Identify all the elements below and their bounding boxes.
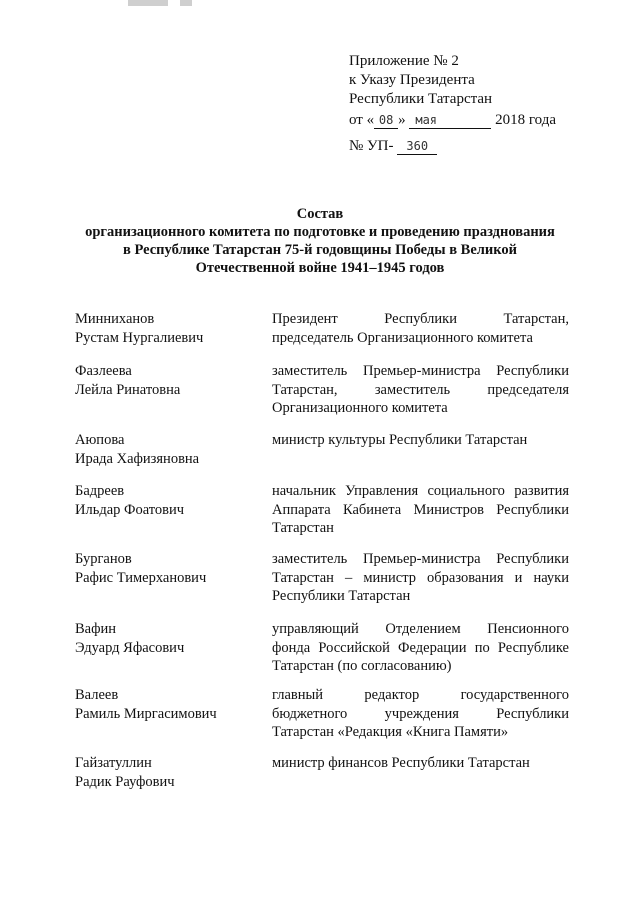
member-name — [75, 550, 265, 587]
date-prefix: от « — [349, 112, 375, 128]
member-post-line: министр культуры Республики Татарстан — [272, 432, 528, 448]
title-line: Отечественной войне 1941–1945 годов — [195, 260, 445, 276]
date-year: 2018 года — [495, 112, 556, 128]
member-name — [75, 686, 265, 723]
member-name — [75, 362, 265, 399]
appendix-republic: Республики Татарстан — [349, 91, 493, 107]
member-given-names: Эдуард Яфасович — [75, 639, 185, 656]
member-post-line: главный редактор государственного — [272, 687, 569, 703]
member-post — [272, 620, 569, 676]
member-post-line: Татарстан «Редакция «Книга Памяти» — [272, 724, 509, 740]
title-line: Состав — [296, 206, 344, 222]
scan-edge-mark — [128, 0, 168, 6]
member-post-line: начальник Управления социального развития — [272, 483, 569, 499]
member-name — [75, 482, 265, 519]
member-surname: Бурганов — [75, 551, 132, 567]
member-given-names: Радик Рауфович — [75, 773, 175, 790]
member-post-line: Татарстан (по согласованию) — [272, 658, 452, 674]
decree-number — [349, 138, 437, 155]
member-post — [272, 686, 569, 742]
appendix-header — [349, 52, 579, 109]
member-post-line: заместитель Премьер-министра Республики — [272, 363, 569, 379]
member-post-line: управляющий Отделением Пенсионного — [272, 621, 569, 637]
scan-edge-mark — [180, 0, 192, 6]
title-line: в Республике Татарстан 75-й годовщины Победы в Великой — [122, 242, 518, 258]
member-surname: Вафин — [75, 621, 117, 637]
member-surname: Валеев — [75, 687, 119, 703]
member-surname: Минниханов — [75, 311, 155, 327]
member-post-line: Татарстан – министр образования и науки — [272, 569, 569, 586]
member-post — [272, 754, 569, 773]
member-post-line: Татарстан — [272, 520, 334, 536]
member-given-names: Рамиль Миргасимович — [75, 705, 217, 722]
member-post-line: заместитель Премьер-министра Республики — [272, 551, 569, 567]
member-post — [272, 482, 569, 538]
member-name — [75, 754, 265, 791]
appendix-decree-ref: к Указу Президента — [349, 72, 475, 88]
member-name — [75, 431, 265, 468]
member-surname: Бадреев — [75, 483, 125, 499]
member-post-line: фонда Российской Федерации по Республике — [272, 639, 569, 656]
member-post-line: Организационного комитета — [272, 400, 448, 416]
member-name — [75, 310, 265, 347]
member-post-line: бюджетного учреждения Республики — [272, 705, 569, 722]
member-given-names: Ирада Хафизяновна — [75, 450, 200, 467]
member-post-line: Республики Татарстан — [272, 588, 411, 604]
date-day: 08 — [374, 113, 398, 129]
member-given-names: Лейла Ринатовна — [75, 381, 181, 398]
appendix-number: Приложение № 2 — [349, 53, 459, 69]
member-post-line: Президент Республики Татарстан, — [272, 311, 569, 327]
member-name — [75, 620, 265, 657]
member-post — [272, 310, 569, 347]
member-given-names: Ильдар Фоатович — [75, 501, 185, 518]
member-post — [272, 550, 569, 606]
member-surname: Аюпова — [75, 432, 125, 448]
date-month: мая — [409, 113, 491, 129]
number-value: 360 — [397, 139, 437, 155]
decree-date — [349, 112, 556, 129]
member-surname: Фазлеева — [75, 363, 132, 379]
member-post — [272, 431, 569, 450]
number-prefix: № УП- — [349, 138, 394, 154]
title-line: организационного комитета по подготовке и проведению празднования — [85, 224, 555, 240]
member-given-names: Рафис Тимерханович — [75, 569, 207, 586]
member-post — [272, 362, 569, 418]
member-post-line: председатель Организационного комитета — [272, 329, 533, 346]
member-post-line: министр финансов Республики Татарстан — [272, 755, 530, 771]
document-title — [70, 205, 570, 277]
member-given-names: Рустам Нургалиевич — [75, 329, 204, 346]
member-post-line: Татарстан, заместитель председателя — [272, 381, 569, 398]
member-post-line: Аппарата Кабинета Министров Республики — [272, 501, 569, 518]
date-mid: » — [398, 112, 406, 128]
member-surname: Гайзатуллин — [75, 755, 152, 771]
